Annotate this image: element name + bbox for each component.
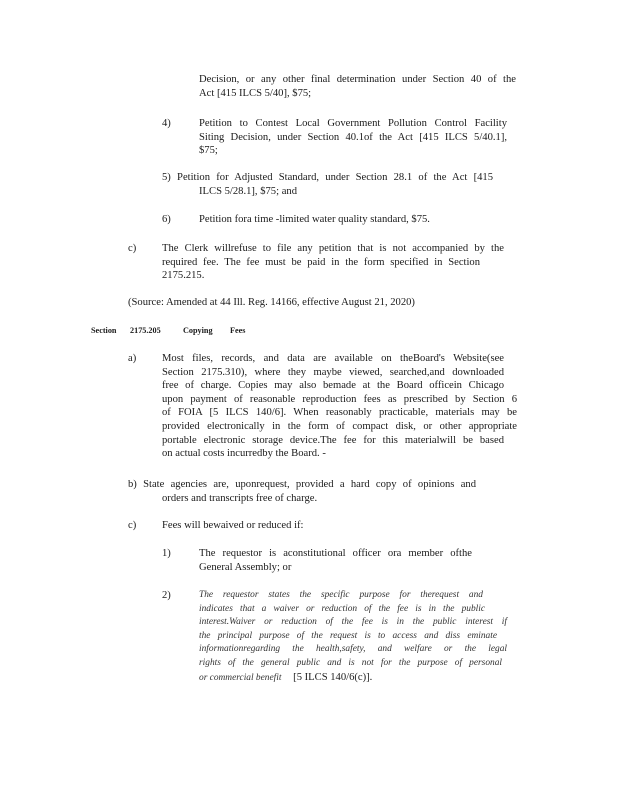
subitem-2-quoted: [199, 589, 507, 685]
item-number: 2): [162, 590, 171, 601]
text-line: Most files, records, and data are available on theBoard's Website(see: [162, 353, 504, 364]
text-line: required fee. The fee must be paid in the form specified in Section: [162, 256, 480, 268]
paragraph-letter: c): [128, 243, 137, 254]
text-line: the principal purpose of the request is to access and diss eminate: [199, 630, 497, 641]
subitem-1: [199, 547, 472, 574]
text-line: General Assembly; or: [199, 561, 292, 573]
text-line: Section 2175.310), where they maybe viewed, searched,and downloaded: [162, 366, 504, 378]
quoted-text: or commercial benefit: [199, 672, 282, 683]
text-line: upon payment of reasonable reproduction fees as prescribed by Section 6: [162, 393, 517, 405]
item-number: 6): [162, 214, 171, 225]
section-title: Copying: [183, 326, 213, 335]
paragraph-c-fees: [162, 519, 304, 533]
item3-continuation: [199, 73, 516, 100]
text-line: b) State agencies are, uponrequest, provided a hard copy of opinions and: [128, 479, 476, 490]
source-text: (Source: Amended at 44 Ill. Reg. 14166, effective August 21, 2020): [128, 297, 415, 308]
text-line: 5) Petition for Adjusted Standard, under Section 28.1 of the Act [415: [162, 172, 493, 183]
statute-citation: [5 ILCS 140/6(c)].: [293, 671, 373, 683]
section-label: Section: [91, 326, 117, 335]
section-title-2: Fees: [230, 326, 246, 335]
item-number: 4): [162, 118, 171, 129]
text-line: of FOIA [5 ILCS 140/6]. When reasonably practicable, materials may be: [162, 407, 517, 419]
text-line: rights of the general public and is not for the purpose of personal: [199, 657, 502, 668]
clerk-refuse-paragraph: [162, 242, 504, 283]
source-note: [128, 296, 458, 310]
text-line: [199, 671, 507, 686]
text-line: orders and transcripts free of charge.: [162, 492, 318, 504]
text-line: Act [415 ILCS 5/40], $75;: [199, 87, 312, 99]
text-line: interest.Waiver or reduction of the fee is in the public interest if: [199, 617, 507, 628]
text-line: Fees will bewaived or reduced if:: [162, 520, 304, 531]
text-line: on actual costs incurredby the Board. -: [162, 448, 326, 460]
paragraph-letter: a): [128, 353, 137, 364]
text-line: ILCS 5/28.1], $75; and: [199, 185, 297, 197]
text-line: indicates that a waiver or reduction of the fee is in the public: [199, 603, 485, 614]
text-line: Petition fora time -limited water quality standard, $75.: [199, 214, 430, 225]
paragraph-a: [162, 352, 517, 461]
text-line: The Clerk willrefuse to file any petition that is not accompanied by the: [162, 243, 504, 254]
text-line: Decision, or any other final determination under Section 40 of the: [199, 74, 516, 85]
text-line: The requestor states the specific purpose for therequest and: [199, 590, 483, 600]
paragraph-b: [128, 478, 476, 505]
paragraph-letter: c): [128, 520, 137, 531]
text-line: Siting Decision, under Section 40.1of the Act [415 ILCS 5/40.1],: [199, 131, 507, 143]
item-6-text: [199, 213, 464, 227]
text-line: 2175.215.: [162, 270, 205, 282]
text-line: informationregarding the health,safety, and welfare or the legal: [199, 644, 507, 655]
item-number: 1): [162, 548, 171, 559]
section-number: 2175.205: [130, 326, 161, 335]
text-line: The requestor is aconstitutional officer ora member ofthe: [199, 548, 472, 559]
text-line: portable electronic storage device.The fee for this materialwill be based: [162, 434, 504, 446]
text-line: Petition to Contest Local Government Pollution Control Facility: [199, 118, 507, 129]
item-5-text: [162, 171, 493, 198]
item-4-text: [199, 117, 507, 158]
text-line: provided electronically in the form of compact disk, or other appropriate: [162, 420, 517, 432]
text-line: free of charge. Copies may also bemade at the Board officein Chicago: [162, 380, 504, 392]
text-line: $75;: [199, 145, 218, 157]
